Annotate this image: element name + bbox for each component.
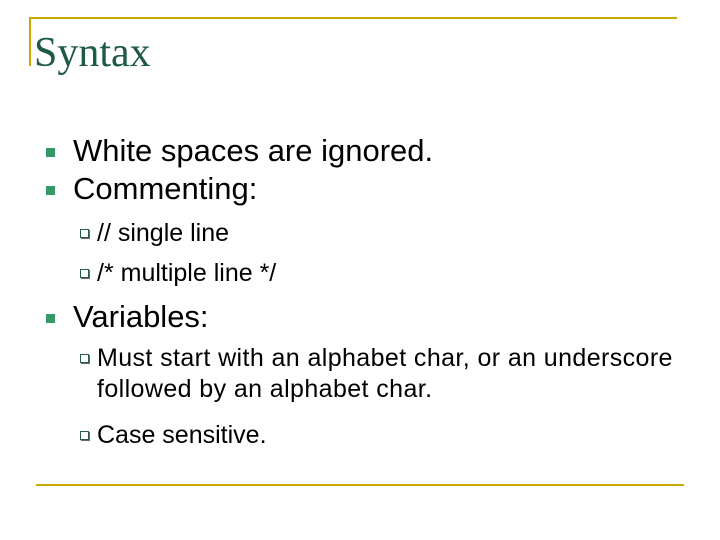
sub-bullet-text: /* multiple line */ [97, 259, 277, 287]
left-rule [29, 17, 31, 66]
hollow-square-bullet-icon [80, 229, 89, 238]
top-rule [29, 17, 677, 19]
sub-bullet-item [80, 420, 700, 451]
bullet-item [46, 300, 706, 334]
sub-bullet-text: Must start with an alphabet char, or an underscore followed by an alphabet char. [97, 344, 673, 403]
sub-bullet-item [80, 218, 700, 249]
bullet-text: Commenting: [73, 171, 258, 206]
square-bullet-icon [46, 314, 55, 323]
bullet-text: Variables: [73, 299, 209, 334]
sub-bullet-item [80, 343, 700, 405]
hollow-square-bullet-icon [80, 269, 89, 278]
sub-bullet-item [80, 258, 700, 289]
bullet-item [46, 134, 706, 168]
square-bullet-icon [46, 148, 55, 157]
bullet-item [46, 172, 706, 206]
hollow-square-bullet-icon [80, 354, 89, 363]
sub-bullet-text: // single line [97, 219, 230, 247]
slide-title: Syntax [34, 30, 151, 76]
bottom-rule [36, 484, 684, 486]
square-bullet-icon [46, 186, 55, 195]
hollow-square-bullet-icon [80, 431, 89, 440]
sub-bullet-text: Case sensitive. [97, 421, 267, 449]
bullet-text: White spaces are ignored. [73, 133, 434, 168]
